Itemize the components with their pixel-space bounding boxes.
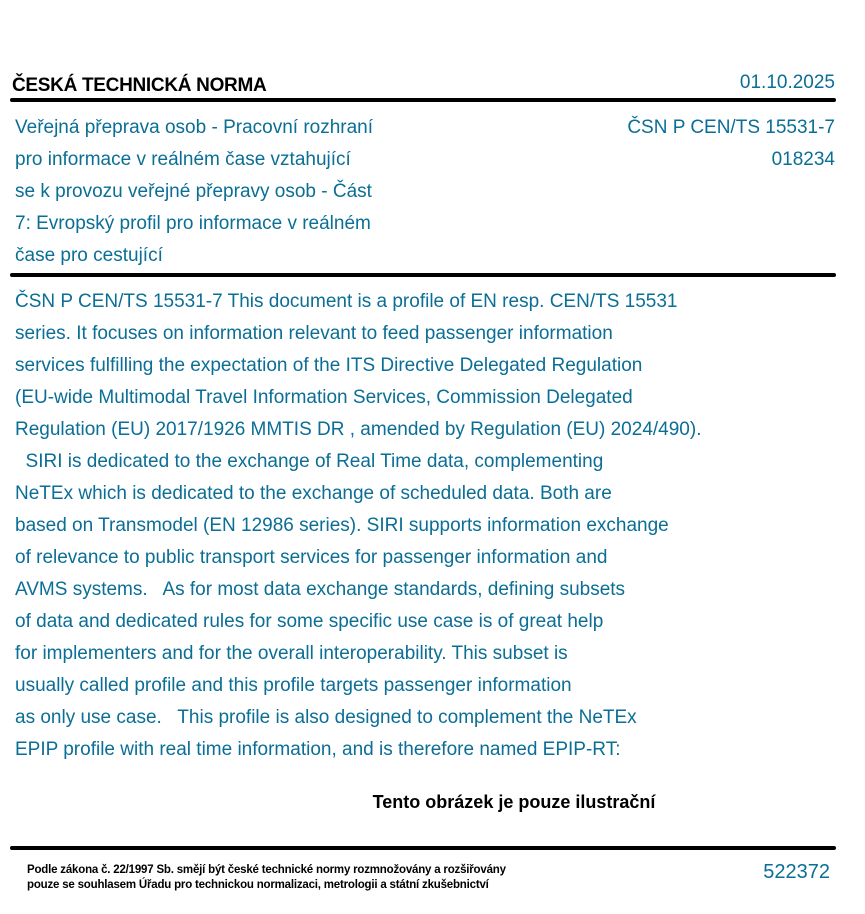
abstract-line: usually called profile and this profile targets passenger information: [15, 675, 572, 696]
publication-date: 01.10.2025: [739, 72, 835, 93]
copyright-notice-line: pouze se souhlasem Úřadu pro technickou normalizaci, metrologii a státní zkušebnictví: [27, 879, 489, 891]
abstract-line: (EU-wide Multimodal Travel Information Services, Commission Delegated: [15, 387, 633, 408]
divider: [10, 846, 836, 850]
divider: [10, 273, 836, 277]
document-number: 522372: [763, 861, 830, 883]
illustration-caption: Tento obrázek je pouze ilustrační: [372, 792, 656, 812]
document-type-heading: ČESKÁ TECHNICKÁ NORMA: [12, 75, 267, 96]
title-line: se k provozu veřejné přepravy osob - Část: [15, 181, 372, 202]
abstract-line: as only use case. This profile is also designed to complement the NeTEx: [15, 707, 637, 728]
abstract-line: EPIP profile with real time information, and is therefore named EPIP-RT:: [15, 739, 621, 760]
abstract-line: of relevance to public transport services for passenger information and: [15, 547, 608, 568]
copyright-notice-line: Podle zákona č. 22/1997 Sb. smějí být české technické normy rozmnožovány a rozšiřovány: [27, 864, 506, 876]
abstract-line: services fulfilling the expectation of the ITS Directive Delegated Regulation: [15, 355, 643, 376]
title-line: 7: Evropský profil pro informace v reálném: [15, 213, 371, 234]
title-line: pro informace v reálném čase vztahující: [15, 149, 351, 170]
abstract-line: series. It focuses on information relevant to feed passenger information: [15, 323, 613, 344]
title-line: čase pro cestující: [15, 245, 163, 266]
standard-code: ČSN P CEN/TS 15531-7: [627, 117, 835, 138]
abstract-line: AVMS systems. As for most data exchange standards, defining subsets: [15, 579, 626, 600]
divider: [10, 98, 836, 102]
abstract-line: ČSN P CEN/TS 15531-7 This document is a profile of EN resp. CEN/TS 15531: [15, 291, 678, 312]
abstract-line: of data and dedicated rules for some specific use case is of great help: [15, 611, 604, 632]
abstract-line: NeTEx which is dedicated to the exchange of scheduled data. Both are: [15, 483, 612, 504]
abstract-line: Regulation (EU) 2017/1926 MMTIS DR , amended by Regulation (EU) 2024/490).: [15, 419, 702, 440]
abstract-line: for implementers and for the overall interoperability. This subset is: [15, 643, 568, 664]
class-number: 018234: [771, 149, 835, 170]
abstract-line: based on Transmodel (EN 12986 series). SIRI supports information exchange: [15, 515, 669, 536]
abstract-line: SIRI is dedicated to the exchange of Real Time data, complementing: [15, 451, 604, 472]
title-line: Veřejná přeprava osob - Pracovní rozhraní: [15, 117, 374, 138]
